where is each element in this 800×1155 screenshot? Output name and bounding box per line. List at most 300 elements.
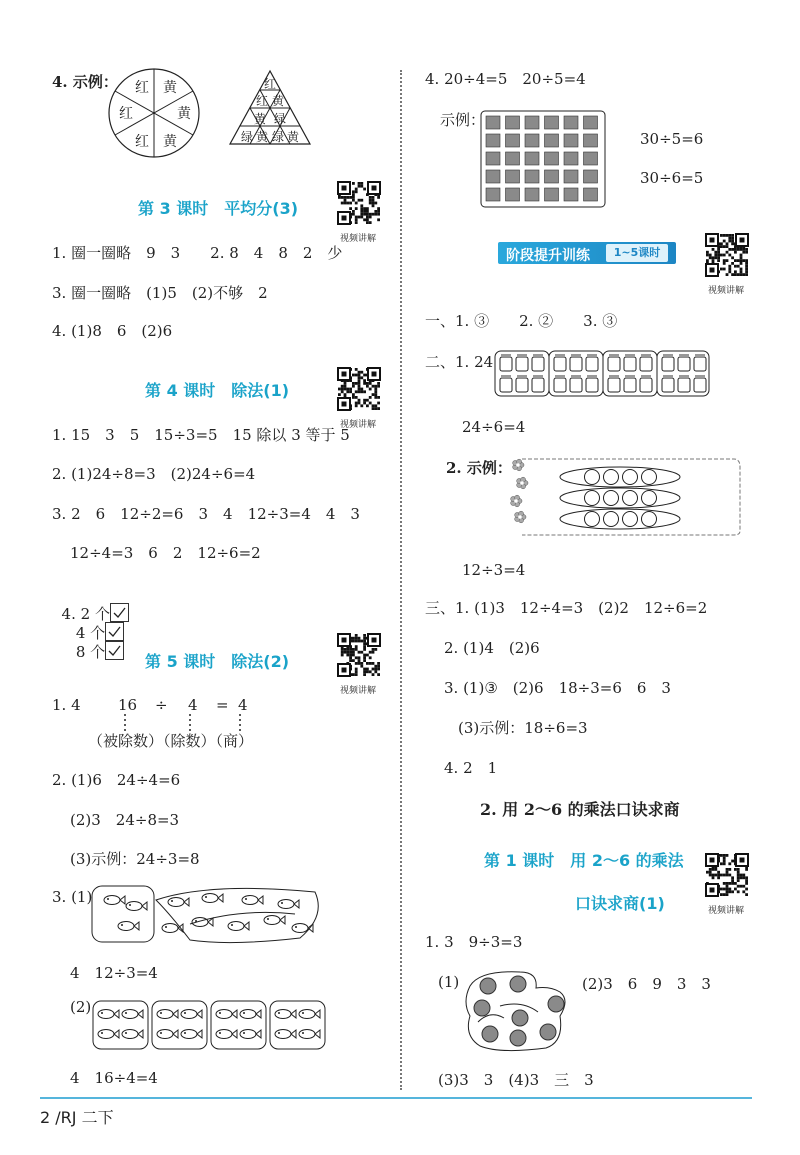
grey-dot bbox=[474, 1000, 490, 1016]
qr-cell bbox=[358, 199, 361, 202]
qr-cell bbox=[372, 213, 375, 216]
qr-cell bbox=[355, 402, 358, 405]
qr-cell bbox=[709, 254, 712, 257]
qr-cell bbox=[740, 885, 743, 888]
l5-line-7: (2) bbox=[70, 998, 92, 1016]
grid-square bbox=[584, 188, 598, 201]
qr-cell bbox=[360, 216, 363, 219]
jar-icon bbox=[570, 375, 582, 392]
qr-cell bbox=[737, 273, 740, 276]
qr-cell bbox=[726, 234, 729, 237]
qr-cell bbox=[360, 640, 363, 643]
r1-c: (3)3 3 (4)3 三 3 bbox=[438, 1071, 594, 1089]
qr-cell bbox=[723, 860, 726, 863]
qr-cell bbox=[726, 259, 729, 262]
qr-cell bbox=[726, 871, 729, 874]
qr-cell bbox=[352, 673, 355, 676]
r1-line: 1. 3 9÷3=3 bbox=[425, 933, 523, 951]
qr-cell bbox=[742, 248, 745, 251]
qr-code-icon[interactable] bbox=[336, 180, 382, 226]
jar-icon bbox=[694, 375, 706, 392]
qr-cell bbox=[355, 648, 358, 651]
qr-cell bbox=[374, 668, 377, 671]
fish-icon bbox=[104, 896, 125, 905]
l5-eq-4: 4 bbox=[188, 696, 198, 714]
qr-cell bbox=[706, 871, 709, 874]
qr-cell bbox=[723, 259, 726, 262]
qr-cell bbox=[355, 640, 358, 643]
grid-square bbox=[545, 116, 559, 129]
r4-line: 4. 20÷4=5 20÷5=4 bbox=[425, 70, 586, 88]
count-4: 4 个 bbox=[75, 624, 106, 642]
qr-cell bbox=[377, 382, 380, 385]
qr-cell bbox=[358, 659, 361, 662]
banner-sub: 1~5课时 bbox=[606, 244, 668, 262]
qr-cell bbox=[349, 202, 352, 205]
qr-cell bbox=[349, 390, 352, 393]
plate-circle bbox=[623, 512, 638, 527]
qr-cell bbox=[728, 882, 731, 885]
qr-label: 视频讲解 bbox=[708, 906, 745, 916]
plate-circle bbox=[585, 470, 600, 485]
grid-square bbox=[584, 116, 598, 129]
qr-cell bbox=[728, 270, 731, 273]
qr-cell bbox=[363, 213, 366, 216]
grid-square bbox=[584, 170, 598, 183]
qr-cell bbox=[346, 196, 349, 199]
sec3-line-3: 3. (1)③ (2)6 18÷3=6 6 3 bbox=[444, 679, 671, 697]
l5-eq-1: 1. 4 bbox=[52, 696, 81, 714]
qr-cell bbox=[745, 876, 748, 879]
qr-cell bbox=[372, 662, 375, 665]
qr-cell bbox=[360, 371, 363, 374]
q4-label: 4. 示例： bbox=[52, 73, 118, 91]
qr-cell bbox=[363, 642, 366, 645]
qr-cell bbox=[358, 388, 361, 391]
qr-cell bbox=[349, 388, 352, 391]
flower-icon bbox=[513, 459, 524, 471]
qr-code-icon[interactable] bbox=[336, 632, 382, 678]
qr-cell bbox=[726, 882, 729, 885]
qr-cell bbox=[377, 662, 380, 665]
flower-icon bbox=[515, 511, 526, 523]
qr-cell bbox=[377, 665, 380, 668]
grid-square bbox=[564, 134, 578, 147]
qr-cell bbox=[366, 218, 369, 221]
qr-finder-dot bbox=[342, 372, 347, 377]
qr-cell bbox=[374, 396, 377, 399]
qr-cell bbox=[374, 670, 377, 673]
qr-cell bbox=[740, 270, 743, 273]
grid-square bbox=[506, 170, 520, 183]
qr-cell bbox=[341, 388, 344, 391]
eq-30-6: 30÷6=5 bbox=[640, 169, 704, 187]
qr-cell bbox=[740, 273, 743, 276]
qr-cell bbox=[360, 390, 363, 393]
qr-cell bbox=[712, 259, 715, 262]
jar-icon bbox=[624, 354, 636, 371]
qr-cell bbox=[363, 374, 366, 377]
grid-square bbox=[525, 116, 539, 129]
qr-cell bbox=[360, 210, 363, 213]
qr-cell bbox=[341, 202, 344, 205]
qr-cell bbox=[740, 874, 743, 877]
qr-cell bbox=[720, 268, 723, 271]
qr-cell bbox=[352, 396, 355, 399]
jar-icon bbox=[516, 375, 528, 392]
tri-6: 绿 bbox=[240, 130, 254, 144]
qr-cell bbox=[726, 885, 729, 888]
qr-cell bbox=[372, 404, 375, 407]
tri-5: 绿 bbox=[273, 112, 287, 126]
qr-cell bbox=[358, 376, 361, 379]
qr-cell bbox=[349, 656, 352, 659]
qr-cell bbox=[723, 245, 726, 248]
count-2: 4. 2 个 bbox=[61, 605, 110, 623]
plate-circle bbox=[642, 491, 657, 506]
qr-cell bbox=[363, 207, 366, 210]
footer-line bbox=[40, 1097, 752, 1099]
jar-icon bbox=[608, 354, 620, 371]
qr-cell bbox=[374, 388, 377, 391]
chapter-title: 2. 用 2～6 的乘法口诀求商 bbox=[480, 800, 680, 819]
qr-cell bbox=[363, 210, 366, 213]
qr-cell bbox=[358, 185, 361, 188]
l5-line-5: 3. (1) bbox=[52, 888, 93, 906]
fish-icon bbox=[242, 896, 263, 905]
jar-icon bbox=[532, 354, 544, 371]
qr-finder-dot bbox=[372, 638, 377, 643]
qr-cell bbox=[344, 385, 347, 388]
qr-cell bbox=[363, 648, 366, 651]
qr-cell bbox=[712, 876, 715, 879]
qr-cell bbox=[731, 242, 734, 245]
jar-groups bbox=[494, 350, 710, 398]
grey-dot bbox=[510, 976, 526, 992]
qr-cell bbox=[355, 662, 358, 665]
qr-cell bbox=[374, 202, 377, 205]
qr-cell bbox=[377, 402, 380, 405]
grid-square bbox=[545, 188, 559, 201]
qr-cell bbox=[374, 407, 377, 410]
qr-cell bbox=[363, 637, 366, 640]
qr-cell bbox=[346, 390, 349, 393]
sec3-line-2: 2. (1)4 (2)6 bbox=[444, 639, 540, 657]
plate-circle bbox=[585, 512, 600, 527]
qr-cell bbox=[355, 668, 358, 671]
tri-2: 红 bbox=[255, 94, 269, 108]
qr-cell bbox=[734, 888, 737, 891]
grid-square bbox=[545, 170, 559, 183]
square-grid bbox=[480, 110, 606, 208]
qr-cell bbox=[352, 374, 355, 377]
qr-cell bbox=[742, 273, 745, 276]
fish-icon bbox=[240, 1010, 261, 1019]
qr-cell bbox=[377, 407, 380, 410]
qr-cell bbox=[349, 207, 352, 210]
grid-square bbox=[525, 170, 539, 183]
qr-cell bbox=[740, 262, 743, 265]
qr-cell bbox=[349, 648, 352, 651]
grid-square bbox=[506, 116, 520, 129]
qr-cell bbox=[742, 259, 745, 262]
qr-cell bbox=[734, 868, 737, 871]
qr-cell bbox=[717, 254, 720, 257]
l5-line-3: (2)3 24÷8=3 bbox=[70, 811, 180, 829]
qr-cell bbox=[338, 196, 341, 199]
qr-finder-dot bbox=[710, 858, 715, 863]
qr-cell bbox=[360, 662, 363, 665]
qr-cell bbox=[745, 268, 748, 271]
fish-icon bbox=[98, 1010, 119, 1019]
stage-training-banner bbox=[498, 242, 676, 264]
qr-code-icon[interactable] bbox=[336, 366, 382, 412]
qr-cell bbox=[355, 221, 358, 224]
qr-cell bbox=[709, 256, 712, 259]
qr-cell bbox=[372, 202, 375, 205]
jar-icon bbox=[662, 354, 674, 371]
qr-cell bbox=[737, 885, 740, 888]
fish-icon bbox=[278, 900, 299, 909]
qr-cell bbox=[731, 256, 734, 259]
lesson3-title: 第 3 课时 平均分(3) bbox=[138, 199, 299, 218]
qr-cell bbox=[369, 396, 372, 399]
qr-finder-dot bbox=[342, 668, 347, 673]
l5-line-2: 2. (1)6 24÷4=6 bbox=[52, 771, 181, 789]
qr-cell bbox=[352, 199, 355, 202]
qr-cell bbox=[363, 634, 366, 637]
qr-cell bbox=[726, 245, 729, 248]
qr-cell bbox=[737, 265, 740, 268]
qr-cell bbox=[363, 659, 366, 662]
qr-cell bbox=[355, 218, 358, 221]
example-label: 示例： bbox=[440, 111, 486, 129]
qr-label: 视频讲解 bbox=[340, 686, 377, 696]
qr-cell bbox=[358, 379, 361, 382]
qr-cell bbox=[726, 888, 729, 891]
qr-cell bbox=[366, 670, 369, 673]
tri-3: 黄 bbox=[271, 94, 285, 108]
qr-cell bbox=[374, 665, 377, 668]
qr-cell bbox=[372, 673, 375, 676]
qr-cell bbox=[737, 871, 740, 874]
qr-cell bbox=[723, 874, 726, 877]
qr-cell bbox=[366, 207, 369, 210]
qr-cell bbox=[737, 890, 740, 893]
qr-cell bbox=[352, 393, 355, 396]
qr-cell bbox=[363, 382, 366, 385]
qr-cell bbox=[731, 860, 734, 863]
qr-cell bbox=[728, 874, 731, 877]
qr-cell bbox=[360, 185, 363, 188]
qr-cell bbox=[723, 240, 726, 243]
qr-cell bbox=[731, 890, 734, 893]
qr-cell bbox=[352, 654, 355, 657]
qr-cell bbox=[355, 188, 358, 191]
fish-icon bbox=[216, 1010, 237, 1019]
l5-eq-2: 16 bbox=[118, 696, 138, 714]
qr-cell bbox=[742, 876, 745, 879]
qr-cell bbox=[358, 182, 361, 185]
qr-cell bbox=[737, 259, 740, 262]
fish-icon bbox=[299, 1010, 320, 1019]
qr-cell bbox=[723, 857, 726, 860]
qr-cell bbox=[344, 651, 347, 654]
fish-icon bbox=[118, 922, 139, 931]
sec2-line-1: 二、1. 24 bbox=[425, 353, 494, 371]
qr-cell bbox=[731, 262, 734, 265]
qr-cell bbox=[352, 640, 355, 643]
grid-square bbox=[506, 134, 520, 147]
plate-circle bbox=[623, 491, 638, 506]
plate-circle bbox=[604, 470, 619, 485]
qr-cell bbox=[709, 874, 712, 877]
qr-cell bbox=[720, 242, 723, 245]
qr-cell bbox=[360, 199, 363, 202]
qr-cell bbox=[742, 874, 745, 877]
qr-cell bbox=[360, 213, 363, 216]
qr-cell bbox=[366, 668, 369, 671]
tri-1: 红 bbox=[263, 77, 277, 91]
grid-square bbox=[525, 134, 539, 147]
qr-code-icon[interactable] bbox=[704, 852, 750, 898]
fish-icon bbox=[299, 1030, 320, 1039]
jar-icon bbox=[554, 354, 566, 371]
qr-cell bbox=[369, 388, 372, 391]
qr-cell bbox=[344, 393, 347, 396]
qr-cell bbox=[346, 648, 349, 651]
l3-line-2: 3. 圈一圈略 (1)5 (2)不够 2 bbox=[52, 284, 268, 302]
qr-cell bbox=[377, 673, 380, 676]
qr-cell bbox=[720, 245, 723, 248]
qr-cell bbox=[344, 199, 347, 202]
qr-cell bbox=[374, 393, 377, 396]
qr-cell bbox=[355, 634, 358, 637]
qr-cell bbox=[369, 402, 372, 405]
qr-cell bbox=[363, 379, 366, 382]
qr-cell bbox=[712, 868, 715, 871]
color-triangle bbox=[227, 68, 313, 148]
wheel-seg-2: 黄 bbox=[163, 80, 177, 96]
qr-cell bbox=[352, 196, 355, 199]
qr-cell bbox=[352, 382, 355, 385]
qr-finder-dot bbox=[710, 238, 715, 243]
qr-cell bbox=[372, 393, 375, 396]
qr-cell bbox=[358, 662, 361, 665]
grey-dot bbox=[540, 1024, 556, 1040]
qr-cell bbox=[723, 882, 726, 885]
qr-cell bbox=[728, 862, 731, 865]
qr-cell bbox=[369, 221, 372, 224]
qr-cell bbox=[737, 868, 740, 871]
qr-cell bbox=[734, 259, 737, 262]
qr-cell bbox=[374, 210, 377, 213]
qr-cell bbox=[369, 656, 372, 659]
qr-cell bbox=[360, 204, 363, 207]
eq-30-5: 30÷5=6 bbox=[640, 130, 704, 148]
qr-cell bbox=[723, 268, 726, 271]
qr-cell bbox=[344, 648, 347, 651]
qr-cell bbox=[742, 890, 745, 893]
fish-icon bbox=[126, 902, 147, 911]
qr-cell bbox=[372, 204, 375, 207]
qr-cell bbox=[717, 874, 720, 877]
qr-cell bbox=[377, 196, 380, 199]
qr-cell bbox=[374, 404, 377, 407]
qr-cell bbox=[723, 854, 726, 857]
qr-cell bbox=[377, 668, 380, 671]
fish-icon bbox=[202, 894, 223, 903]
qr-cell bbox=[341, 648, 344, 651]
qr-cell bbox=[745, 270, 748, 273]
qr-cell bbox=[377, 207, 380, 210]
l3-line-3: 4. (1)8 6 (2)6 bbox=[52, 322, 173, 340]
fish-icon bbox=[181, 1010, 202, 1019]
fish-group-2 bbox=[92, 1000, 332, 1052]
qr-cell bbox=[363, 640, 366, 643]
qr-code-icon[interactable] bbox=[704, 232, 750, 278]
qr-cell bbox=[369, 213, 372, 216]
grid-square bbox=[506, 152, 520, 165]
qr-cell bbox=[723, 234, 726, 237]
grey-dot bbox=[510, 1030, 526, 1046]
sec3-line-4: 4. 2 1 bbox=[444, 759, 498, 777]
grid-square bbox=[584, 134, 598, 147]
qr-cell bbox=[352, 182, 355, 185]
circle-groups bbox=[460, 966, 576, 1054]
qr-finder-dot bbox=[372, 186, 377, 191]
qr-cell bbox=[344, 196, 347, 199]
qr-cell bbox=[366, 404, 369, 407]
grid-square bbox=[486, 134, 500, 147]
grid-square bbox=[564, 116, 578, 129]
grey-dot bbox=[512, 1010, 528, 1026]
qr-cell bbox=[717, 248, 720, 251]
qr-cell bbox=[745, 251, 748, 254]
fish-icon bbox=[98, 1030, 119, 1039]
wheel-seg-1: 红 bbox=[135, 80, 149, 96]
jar-icon bbox=[532, 375, 544, 392]
qr-cell bbox=[723, 893, 726, 896]
fish-icon bbox=[162, 924, 183, 933]
qr-cell bbox=[352, 190, 355, 193]
count-8: 8 个 bbox=[75, 643, 106, 661]
l5-eq-3: ÷ bbox=[155, 696, 168, 714]
qr-cell bbox=[358, 371, 361, 374]
wheel-seg-5: 红 bbox=[135, 134, 149, 150]
qr-cell bbox=[369, 670, 372, 673]
l5-line-8: 4 16÷4=4 bbox=[70, 1069, 158, 1087]
banner-title: 阶段提升训练 bbox=[506, 248, 590, 264]
qr-cell bbox=[355, 396, 358, 399]
qr-finder-dot bbox=[342, 186, 347, 191]
qr-cell bbox=[341, 654, 344, 657]
qr-cell bbox=[358, 390, 361, 393]
qr-cell bbox=[369, 651, 372, 654]
qr-cell bbox=[363, 654, 366, 657]
qr-cell bbox=[745, 248, 748, 251]
jar-icon bbox=[554, 375, 566, 392]
qr-cell bbox=[363, 402, 366, 405]
qr-cell bbox=[745, 888, 748, 891]
jar-icon bbox=[516, 354, 528, 371]
qr-cell bbox=[372, 196, 375, 199]
fish-icon bbox=[157, 1030, 178, 1039]
grid-square bbox=[564, 152, 578, 165]
fish-group-1 bbox=[90, 884, 326, 946]
grey-dot bbox=[482, 1026, 498, 1042]
qr-cell bbox=[372, 385, 375, 388]
